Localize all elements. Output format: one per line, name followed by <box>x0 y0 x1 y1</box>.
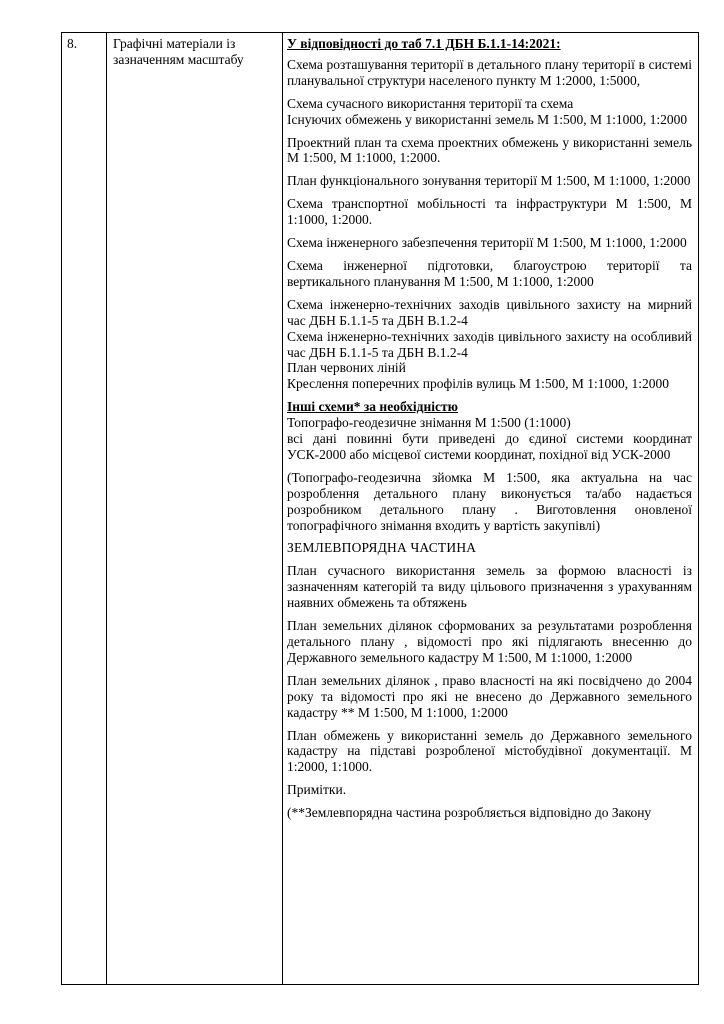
content-heading: У відповідності до таб 7.1 ДБН Б.1.1-14:2021: <box>287 36 561 51</box>
row-number: 8. <box>67 36 78 51</box>
paragraph-line: Креслення поперечних профілів вулиць М 1:500, М 1:1000, 1:2000 <box>287 376 670 392</box>
row-content-cell <box>283 33 699 985</box>
paragraph: План функціонального зонування території М 1:500, М 1:1000, 1:2000 <box>287 173 691 189</box>
paragraph <box>287 297 692 392</box>
table-row <box>62 33 699 985</box>
paragraph: Схема транспортної мобільності та інфраструктури М 1:500, М 1:1000, 1:2000. <box>287 196 692 228</box>
paragraph: (**Землевпорядна частина розробляється відповідно до Закону <box>287 805 652 821</box>
paragraph-line: Існуючих обмежень у використанні земель М 1:500, М 1:1000, 1:2000 <box>287 111 688 127</box>
paragraph: Проектний план та схема проектних обмежень у використанні земель М 1:500, М 1:1000, 1:2000. <box>287 134 692 166</box>
paragraph-line: Топографо-геодезичне знімання М 1:500 (1:1000) <box>287 415 571 431</box>
paragraph: Схема розташування території в детального плану території в системі планувальної структури населеного пункту М 1:2000, 1:5000, <box>287 56 692 88</box>
other-schemes-heading: Інші схеми* за необхідністю <box>287 399 458 415</box>
paragraph <box>287 399 692 463</box>
row-name-cell <box>107 33 283 985</box>
paragraph <box>287 96 692 128</box>
notes-label: Примітки. <box>287 782 347 798</box>
row-name: Графічні матеріали із зазначенням масштабу <box>113 36 244 67</box>
paragraph: План обмежень у використанні земель до Державного земельного кадастру на підставі розробленої містобудівної документації. М 1:2000, 1:1000. <box>287 727 692 775</box>
paragraph-line: Схема інженерно-технічних заходів цивільного захисту на особливий час ДБН Б.1.1-5 та ДБН В.1.2-4 <box>287 328 692 360</box>
paragraph-line: всі дані повинні бути приведені до єдиної системи координат УСК-2000 або місцевої системи координат, похідної від УСК-2000 <box>287 431 692 462</box>
paragraph-line: Схема сучасного використання території та схема <box>287 95 574 111</box>
paragraph: Схема інженерного забезпечення території М 1:500, М 1:1000, 1:2000 <box>287 235 687 251</box>
paragraph-line: План червоних ліній <box>287 360 406 376</box>
paragraph: План сучасного використання земель за формою власності із зазначенням категорій та виду цільового призначення з урахуванням наявних обмежень та обтяжень <box>287 563 692 611</box>
requirements-table <box>61 32 699 985</box>
paragraph: План земельних ділянок сформованих за результатами розроблення детального плану , відомості про які підлягають внесенню до Державного земельного кадастру М 1:500, М 1:1000, 1:2000 <box>287 618 692 665</box>
paragraph: (Топографо-геодезична зйомка М 1:500, яка актуальна на час розроблення детального плану виконується та/або надається розробником детального плану . Виготовлення оновленої топографічного знімання входить у вартість закупівлі) <box>287 469 692 533</box>
paragraph: Схема інженерної підготовки, благоустрою території та вертикального планування М 1:500, М 1:1000, 1:2000 <box>287 257 692 289</box>
land-section-heading: ЗЕМЛЕВПОРЯДНА ЧАСТИНА <box>287 540 477 556</box>
paragraph: План земельних ділянок , право власності на які посвідчено до 2004 року та відомості про які не внесено до Державного земельного кадастру ** М 1:500, М 1:1000, 1:2000 <box>287 672 692 720</box>
row-number-cell <box>62 33 107 985</box>
paragraph-line: Схема інженерно-технічних заходів цивільного захисту на мирний час ДБН Б.1.1-5 та ДБН В.1.2-4 <box>287 296 692 328</box>
